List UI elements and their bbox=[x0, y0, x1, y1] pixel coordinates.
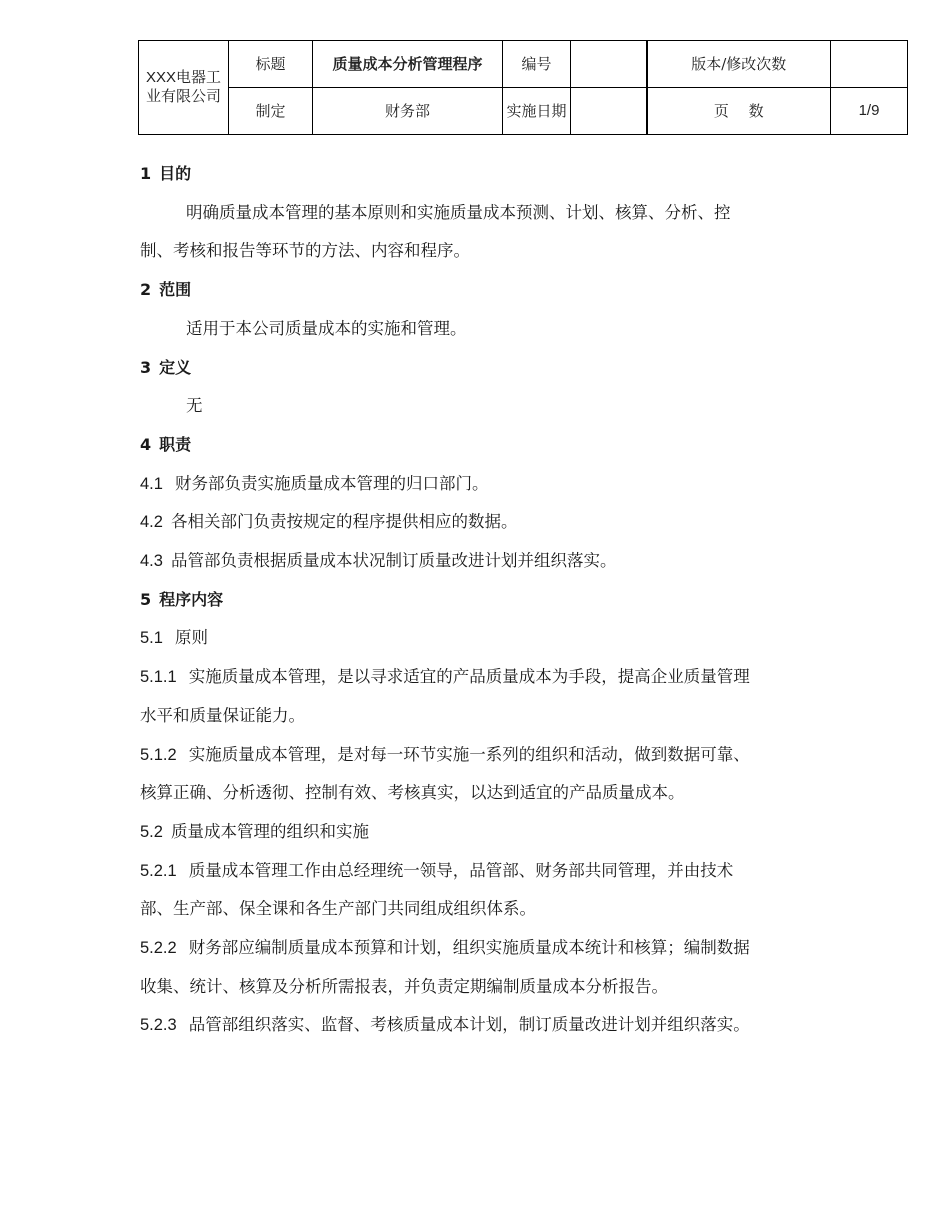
code-label: 编号 bbox=[503, 41, 571, 88]
item-text: 品管部组织落实、监督、考核质量成本计划，制订质量改进计划并组织落实。 bbox=[188, 1015, 750, 1035]
paragraph-line: 收集、统计、核算及分析所需报表，并负责定期编制质量成本分析报告。 bbox=[140, 976, 668, 996]
item-number: 5.2 bbox=[140, 822, 163, 841]
item-number: 5.2.3 bbox=[140, 1016, 177, 1035]
list-item bbox=[140, 852, 840, 891]
header-row-2 bbox=[139, 88, 908, 135]
section-heading-2 bbox=[140, 271, 840, 310]
item-text: 实施质量成本管理，是对每一环节实施一系列的组织和活动，做到数据可靠、 bbox=[188, 744, 750, 764]
date-label: 实施日期 bbox=[503, 88, 571, 135]
document-title: 质量成本分析管理程序 bbox=[313, 41, 503, 88]
section-number: 5 bbox=[140, 589, 152, 609]
pages-label: 页 数 bbox=[647, 88, 831, 135]
item-number: 4.3 bbox=[140, 552, 163, 571]
list-item bbox=[140, 1006, 840, 1045]
paragraph-line: 部、生产部、保全课和各生产部门共同组成组织体系。 bbox=[140, 899, 536, 919]
item-number: 5.2.1 bbox=[140, 861, 177, 880]
list-item bbox=[140, 465, 840, 504]
paragraph-line: 核算正确、分析透彻、控制有效、考核真实，以达到适宜的产品质量成本。 bbox=[140, 783, 685, 803]
paragraph-line: 水平和质量保证能力。 bbox=[140, 705, 305, 725]
item-text: 品管部负责根据质量成本状况制订质量改进计划并组织落实。 bbox=[170, 551, 617, 571]
section-heading-1 bbox=[140, 155, 840, 194]
item-text: 质量成本管理的组织和实施 bbox=[170, 821, 369, 841]
paragraph-line: 明确质量成本管理的基本原则和实施质量成本预测、计划、核算、分析、控 bbox=[186, 202, 731, 222]
paragraph-line: 制、考核和报告等环节的方法、内容和程序。 bbox=[140, 241, 470, 261]
item-text: 质量成本管理工作由总经理统一领导，品管部、财务部共同管理，并由技术 bbox=[188, 860, 734, 880]
company-name: XXX电器工业有限公司 bbox=[139, 41, 229, 135]
subsection-heading bbox=[140, 619, 840, 658]
section-title: 范围 bbox=[159, 280, 192, 300]
section-title: 程序内容 bbox=[159, 589, 224, 609]
list-item bbox=[140, 542, 840, 581]
section-title: 目的 bbox=[159, 164, 192, 183]
subsection-heading bbox=[140, 813, 840, 852]
list-item bbox=[140, 736, 840, 775]
section-title: 定义 bbox=[159, 357, 192, 377]
section-number: 1 bbox=[140, 164, 152, 183]
pages-value: 1/9 bbox=[831, 88, 908, 135]
section-heading-3 bbox=[140, 349, 840, 388]
item-text: 实施质量成本管理，是以寻求适宜的产品质量成本为手段，提高企业质量管理 bbox=[188, 667, 750, 687]
item-text: 原则 bbox=[174, 628, 208, 648]
item-text: 财务部负责实施质量成本管理的归口部门。 bbox=[174, 473, 489, 493]
section-number: 3 bbox=[140, 357, 152, 377]
code-value bbox=[571, 41, 647, 88]
version-value bbox=[831, 41, 908, 88]
item-number: 5.1.2 bbox=[140, 745, 177, 764]
version-label: 版本/修改次数 bbox=[647, 41, 831, 88]
list-item bbox=[140, 658, 840, 697]
document-body bbox=[140, 155, 840, 1045]
item-number: 5.1 bbox=[140, 629, 163, 648]
paragraph-line: 适用于本公司质量成本的实施和管理。 bbox=[186, 318, 467, 338]
author-value: 财务部 bbox=[313, 88, 503, 135]
item-number: 5.2.2 bbox=[140, 939, 177, 958]
title-label: 标题 bbox=[229, 41, 313, 88]
date-value bbox=[571, 88, 647, 135]
header-row-1 bbox=[139, 41, 908, 88]
document-header-table bbox=[138, 40, 908, 135]
section-heading-4 bbox=[140, 426, 840, 465]
list-item bbox=[140, 929, 840, 968]
item-number: 4.2 bbox=[140, 513, 163, 532]
author-label: 制定 bbox=[229, 88, 313, 135]
item-text: 财务部应编制质量成本预算和计划，组织实施质量成本统计和核算；编制数据 bbox=[188, 938, 750, 958]
list-item bbox=[140, 503, 840, 542]
section-number: 2 bbox=[140, 280, 152, 300]
paragraph-line: 无 bbox=[186, 396, 203, 416]
item-number: 4.1 bbox=[140, 474, 163, 493]
section-number: 4 bbox=[140, 434, 152, 454]
section-heading-5 bbox=[140, 581, 840, 620]
item-text: 各相关部门负责按规定的程序提供相应的数据。 bbox=[170, 512, 518, 532]
section-title: 职责 bbox=[159, 434, 192, 454]
item-number: 5.1.1 bbox=[140, 668, 177, 687]
